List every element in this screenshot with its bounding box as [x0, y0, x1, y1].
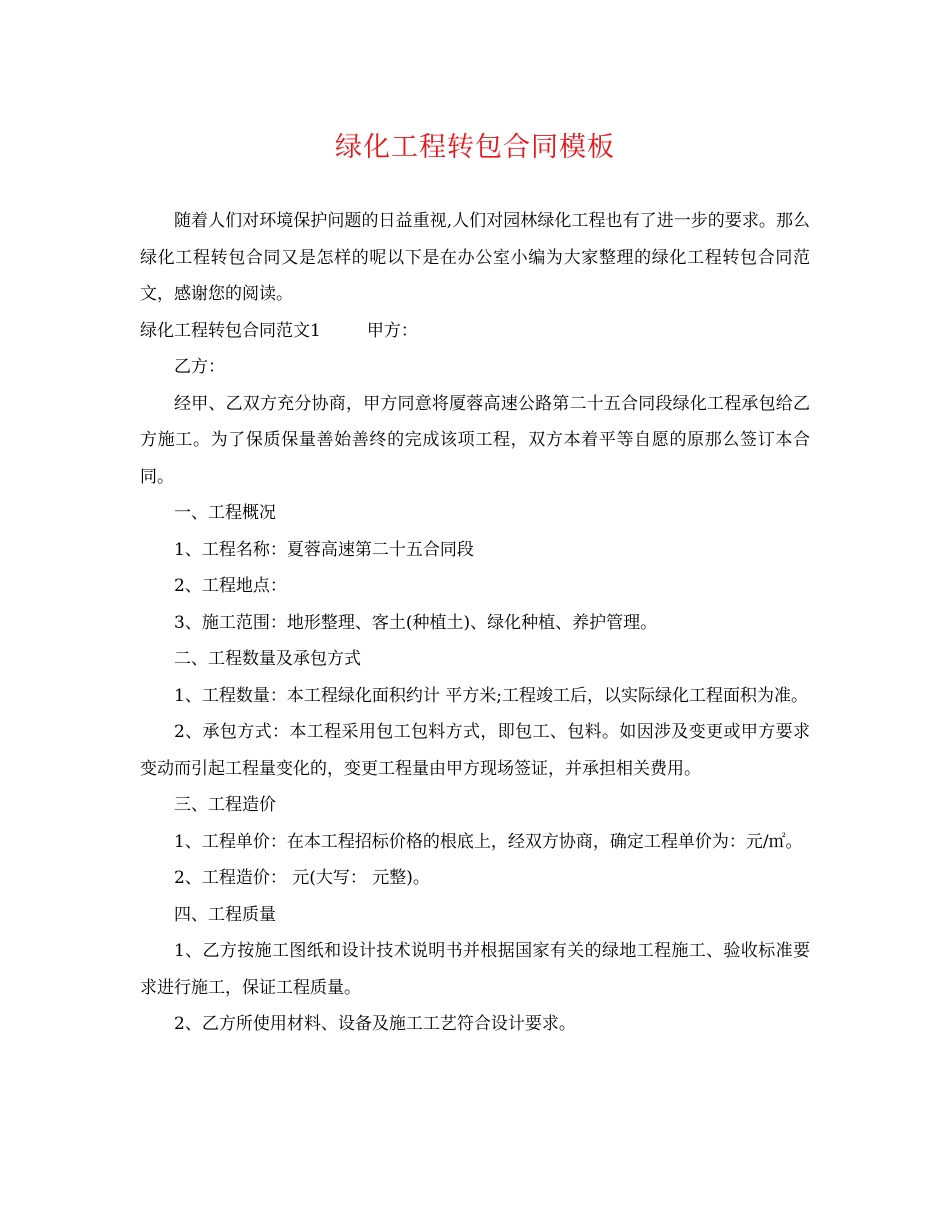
contract-sample-heading — [140, 313, 810, 350]
section-heading-1: 一、工程概况 — [174, 503, 276, 523]
intro-paragraph: 随着人们对环境保护问题的日益重视,人们对园林绿化工程也有了进一步的要求。那么绿化工程转包合同又是怎样的呢以下是在办公室小编为大家整理的绿化工程转包合同范文，感谢您的阅读。 — [140, 211, 810, 304]
project-quantity: 1、工程数量：本工程绿化面积约计 平方米;工程竣工后，以实际绿化工程面积为准。 — [174, 685, 808, 706]
total-cost: 2、工程造价： 元(大写： 元整)。 — [174, 868, 430, 888]
agreement-paragraph: 经甲、乙双方充分协商，甲方同意将厦蓉高速公路第二十五合同段绿化工程承包给乙方施工。为了保质保量善始善终的完成该项工程，双方本着平等自愿的原那么签订本合同。 — [140, 393, 810, 487]
construction-scope: 3、施工范围：地形整理、客土(种植土)、绿化种植、养护管理。 — [174, 612, 658, 633]
section-heading-4: 四、工程质量 — [174, 904, 276, 925]
quality-clause-2: 2、乙方所使用材料、设备及施工工艺符合设计要求。 — [174, 1014, 576, 1034]
document-body — [140, 203, 810, 1043]
project-name: 1、工程名称：夏蓉高速第二十五合同段 — [174, 539, 474, 560]
party-a-label: 甲方： — [366, 320, 418, 341]
sample-label: 绿化工程转包合同范文1 — [140, 320, 321, 341]
project-location: 2、工程地点： — [174, 576, 287, 596]
party-b-label: 乙方： — [174, 357, 225, 377]
section-heading-2: 二、工程数量及承包方式 — [174, 649, 361, 669]
quality-clause-1: 1、乙方按施工图纸和设计技术说明书并根据国家有关的绿地工程施工、验收标准要求进行施工，保证工程质量。 — [140, 941, 810, 998]
contract-method: 2、承包方式：本工程采用包工包料方式，即包工、包料。如因涉及变更或甲方要求变动而引起工程量变化的，变更工程量由甲方现场签证，并承担相关费用。 — [140, 722, 810, 779]
document-title: 绿化工程转包合同模板 — [335, 132, 615, 163]
unit-price: 1、工程单价：在本工程招标价格的根底上，经双方协商，确定工程单价为：元/㎡。 — [174, 831, 803, 852]
section-heading-3: 三、工程造价 — [174, 795, 276, 815]
